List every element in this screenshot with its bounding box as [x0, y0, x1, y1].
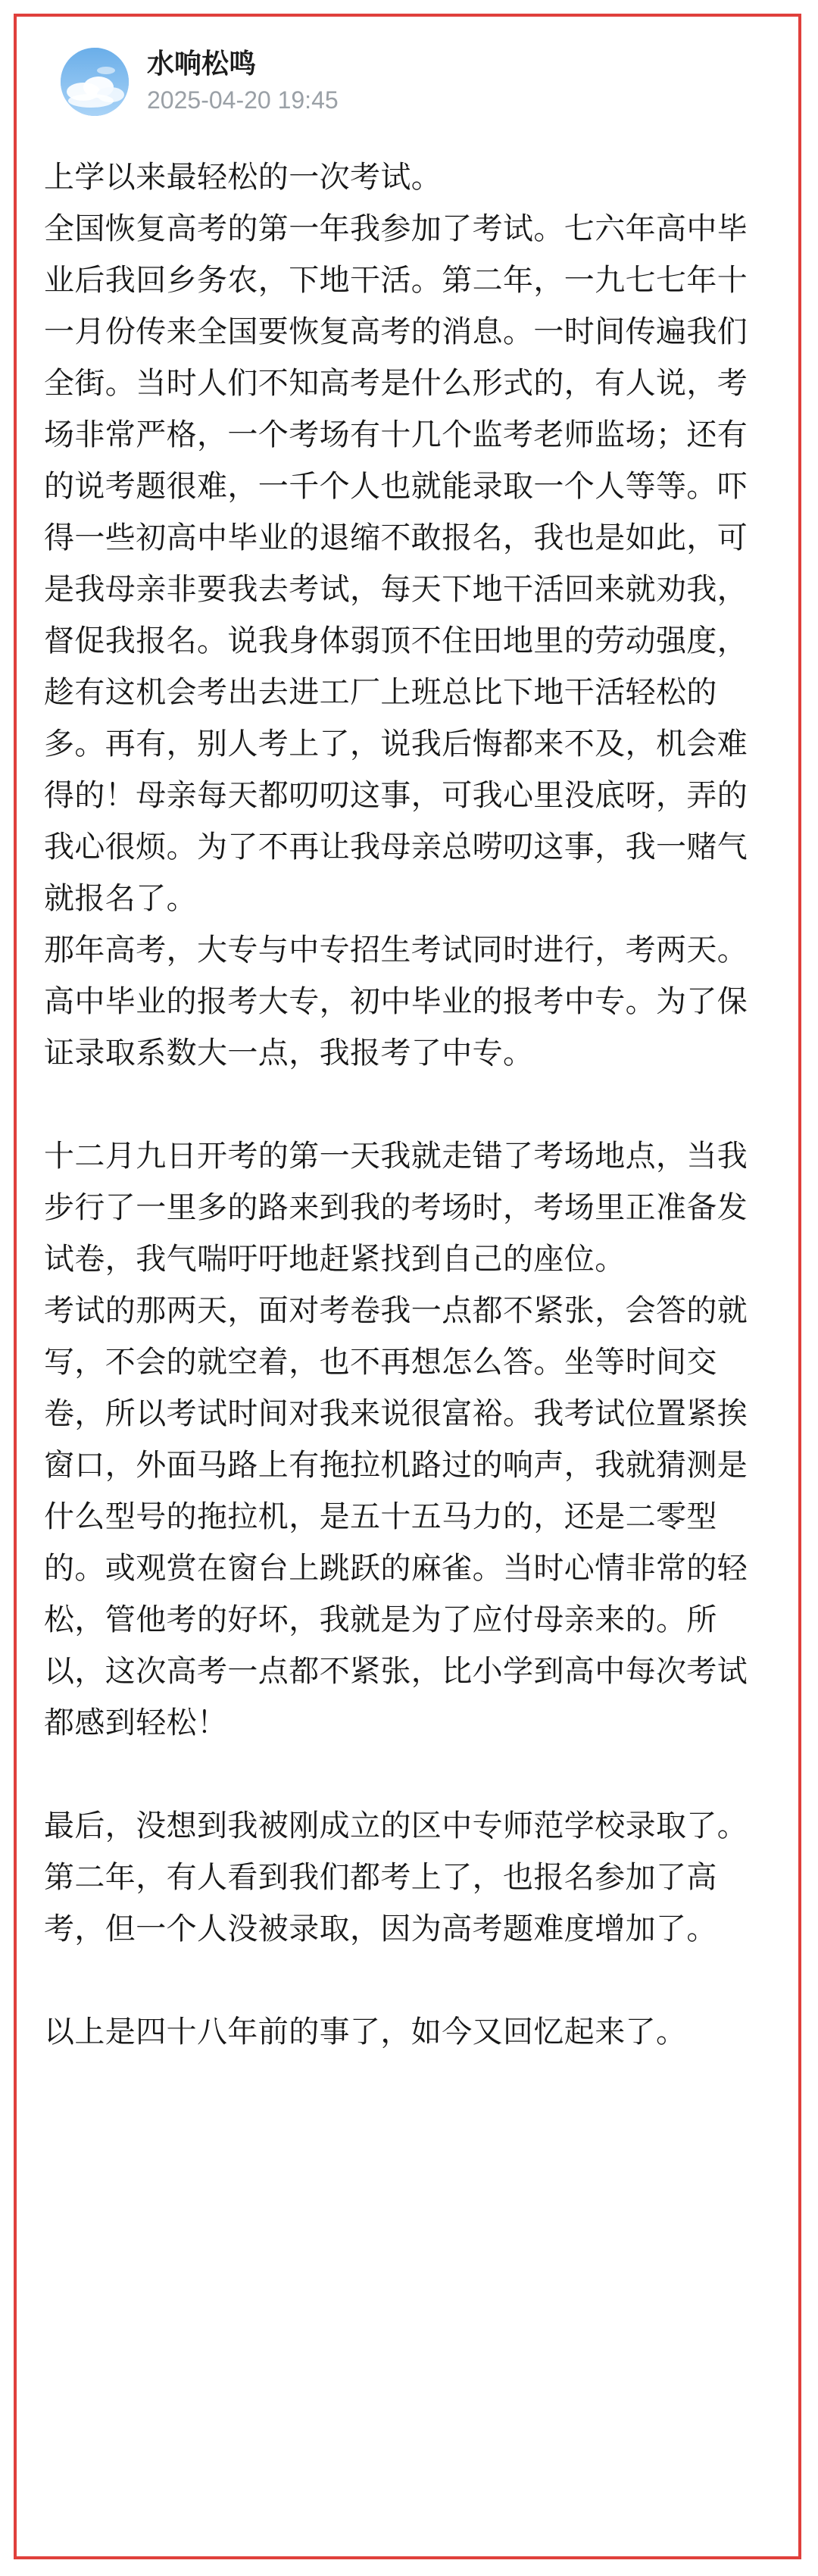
- paragraph-exam-days: 考试的那两天，面对考卷我一点都不紧张，会答的就写，不会的就空着，也不再想怎么答。坐等时间交卷，所以考试时间对我来说很富裕。我考试位置紧挨窗口，外面马路上有拖拉机路过的响声，我就猜测是什么型号的拖拉机，是五十五马力的，还是二零型的。或观赏在窗台上跳跃的麻雀。当时心情非常的轻松，管他考的好坏，我就是为了应付母亲来的。所以，这次高考一点都不紧张，比小学到高中每次考试都感到轻松！: [44, 1293, 748, 1740]
- paragraph-spacer: [44, 1079, 774, 1130]
- paragraph-exam-format: 那年高考，大专与中专招生考试同时进行，考两天。高中毕业的报考大专，初中毕业的报考中专。为了保证录取系数大一点，我报考了中专。: [44, 933, 748, 1071]
- paragraph-title: 上学以来最轻松的一次考试。: [44, 160, 442, 195]
- post-header: [61, 47, 339, 117]
- paragraph-admission: 最后，没想到我被刚成立的区中专师范学校录取了。: [44, 1809, 748, 1843]
- sky-cloud-avatar-icon: [61, 48, 129, 116]
- paragraph-closing: 以上是四十八年前的事了，如今又回忆起来了。: [44, 2015, 687, 2049]
- paragraph-second-year: 第二年，有人看到我们都考上了，也报名参加了高考，但一个人没被录取，因为高考题难度增加了。: [44, 1860, 717, 1946]
- user-meta: [147, 47, 339, 117]
- username[interactable]: 水响松鸣: [147, 48, 257, 79]
- avatar[interactable]: [61, 48, 129, 116]
- post-timestamp: 2025-04-20 19:45: [147, 86, 339, 114]
- paragraph-exam-story: 全国恢复高考的第一年我参加了考试。七六年高中毕业后我回乡务农，下地干活。第二年，一九七七年十一月份传来全国要恢复高考的消息。一时间传遍我们全街。当时人们不知高考是什么形式的，有人说，考场非常严格，一个考场有十几个监考老师监场；还有的说考题很难，一千个人也就能录取一个人等等。吓得一些初高中毕业的退缩不敢报名，我也是如此，可是我母亲非要我去考试，每天下地干活回来就劝我，督促我报名。说我身体弱顶不住田地里的劳动强度，趁有这机会考出去进工厂上班总比下地干活轻松的多。再有，别人考上了，说我后悔都来不及，机会难得的！母亲每天都叨叨这事，可我心里没底呀，弄的我心很烦。为了不再让我母亲总唠叨这事，我一赌气就报名了。: [44, 211, 748, 916]
- post-body: [44, 152, 774, 2058]
- paragraph-spacer: [44, 1749, 774, 1800]
- paragraph-first-day: 十二月九日开考的第一天我就走错了考场地点，当我步行了一里多的路来到我的考场时，考场里正准备发试卷，我气喘吁吁地赶紧找到自己的座位。: [44, 1139, 748, 1277]
- paragraph-spacer: [44, 1955, 774, 2006]
